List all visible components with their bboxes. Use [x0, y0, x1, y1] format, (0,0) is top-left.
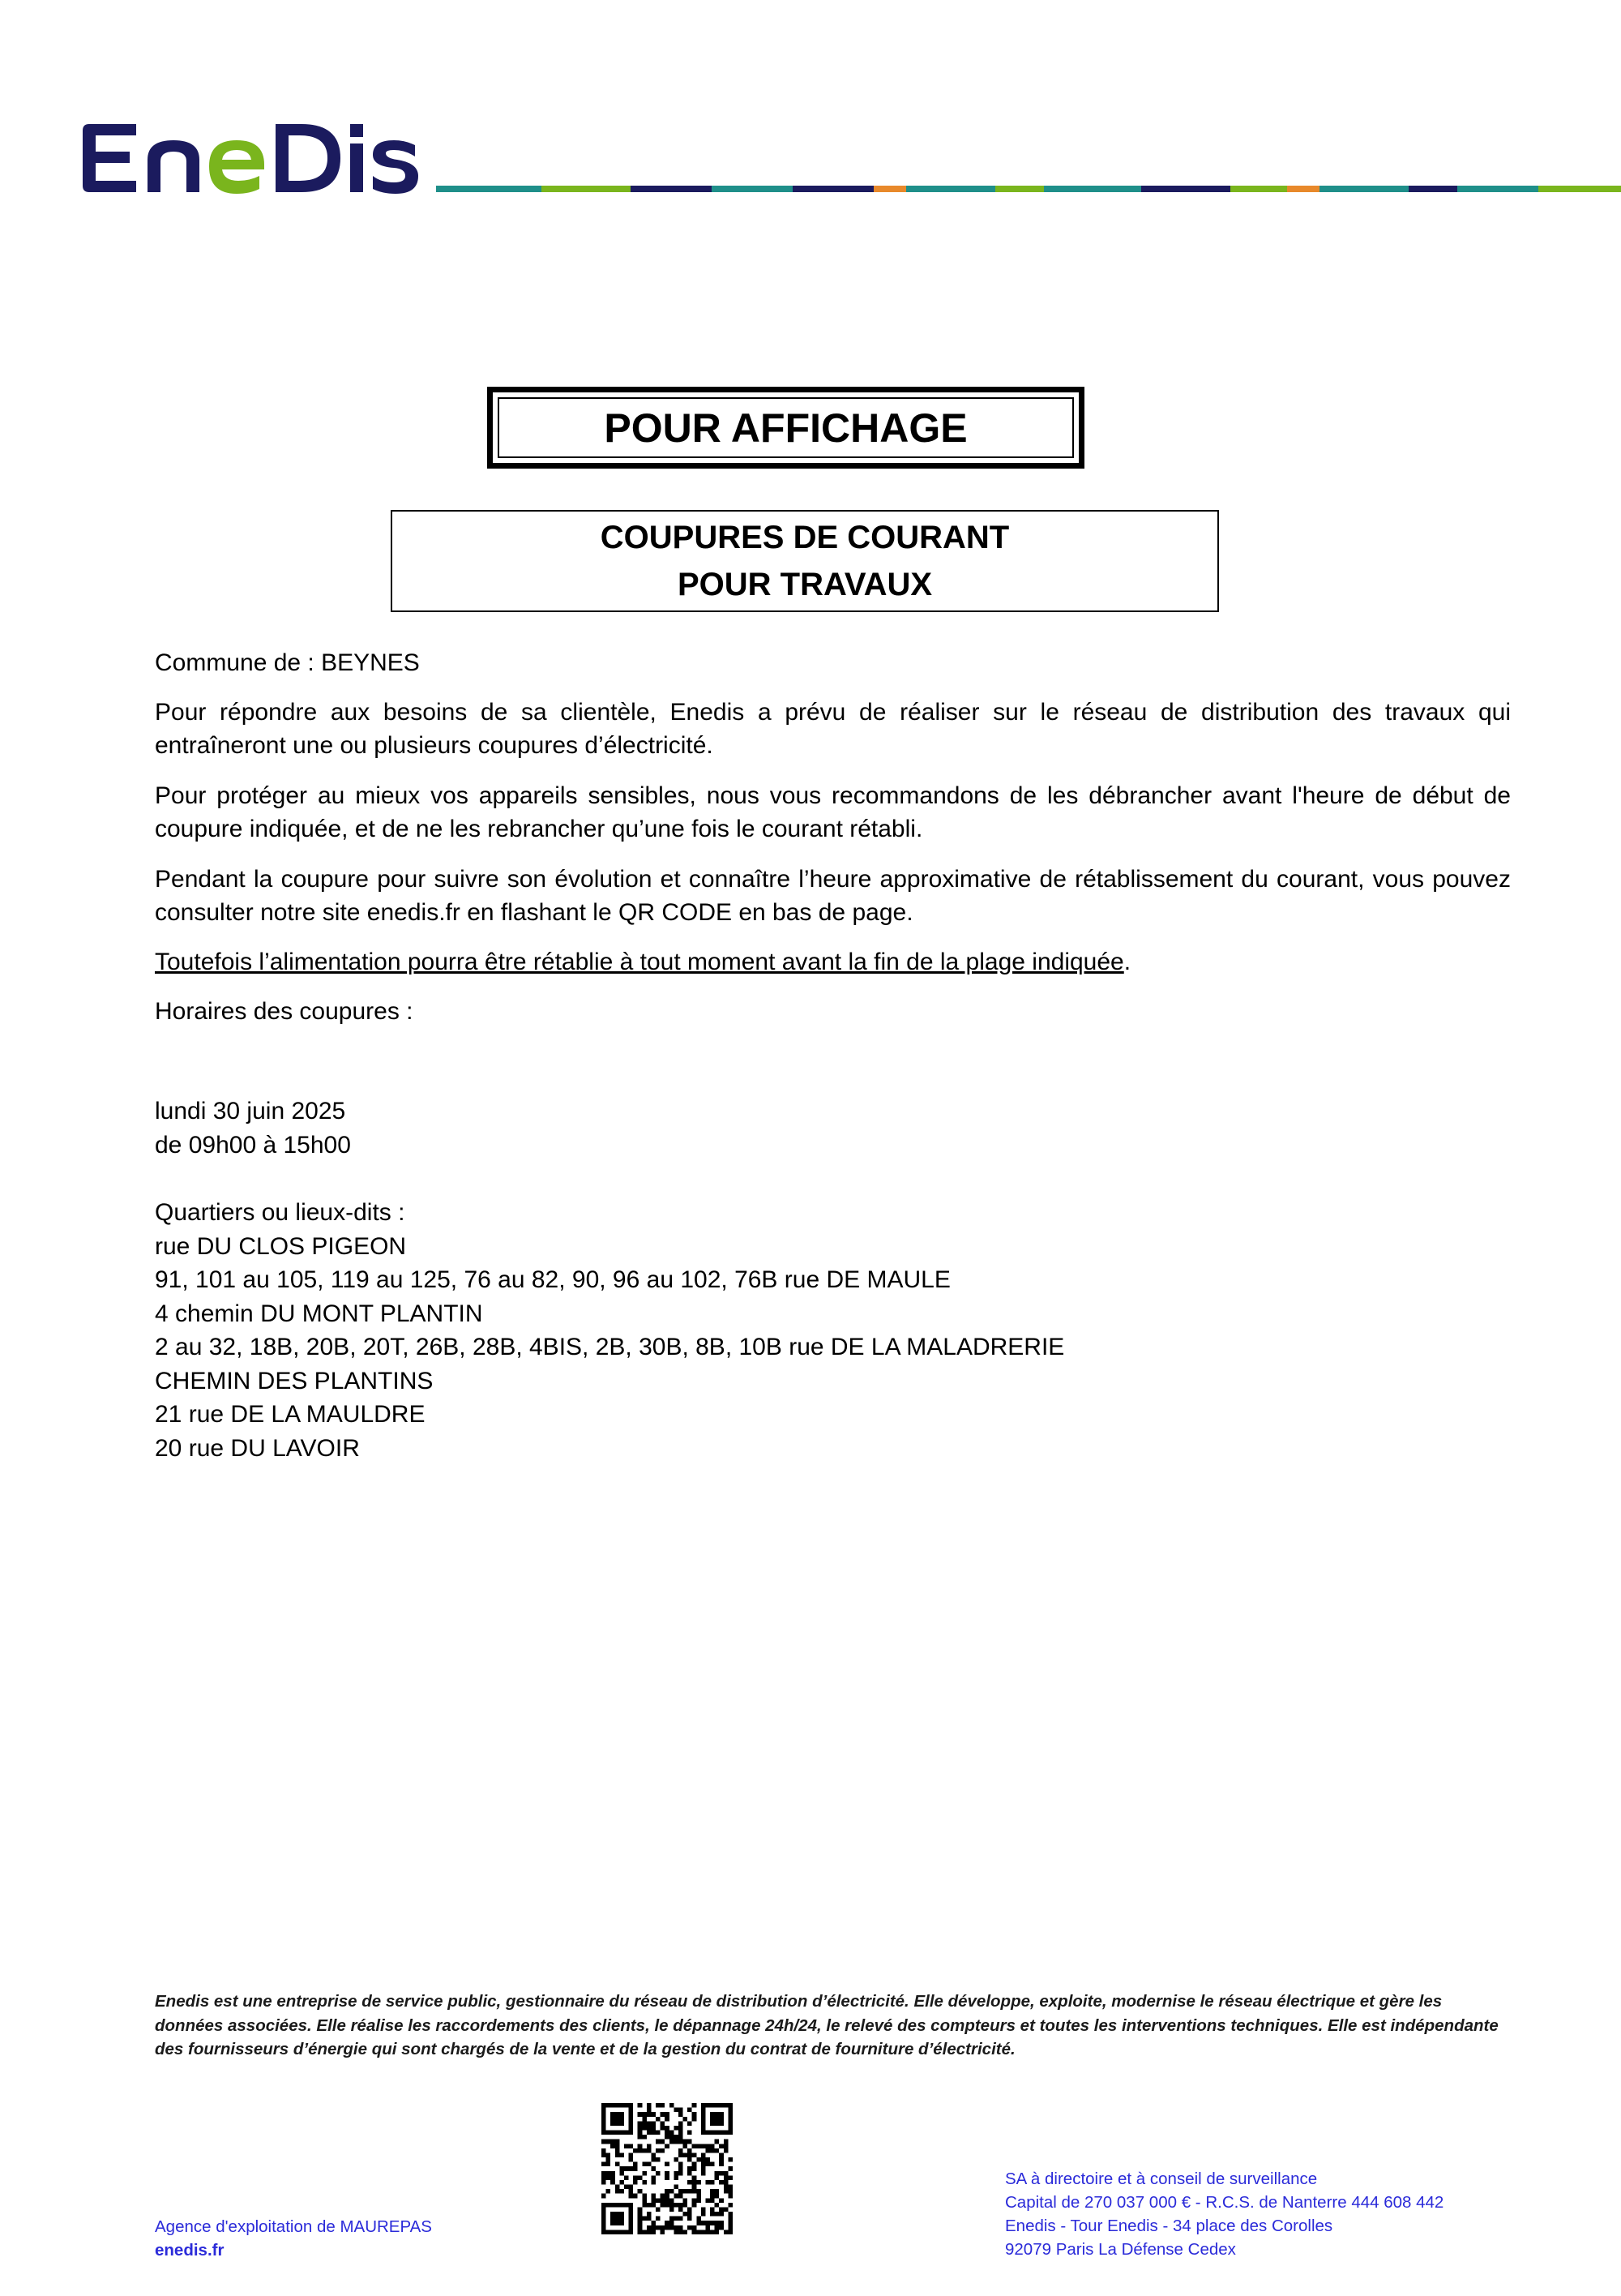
title-line-2: POUR TRAVAUX [677, 567, 933, 602]
pour-affichage-title: POUR AFFICHAGE [498, 397, 1074, 458]
company-line: Enedis - Tour Enedis - 34 place des Corolles [1005, 2217, 1333, 2235]
header-divider [436, 186, 1621, 192]
company-line: 92079 Paris La Défense Cedex [1005, 2240, 1236, 2259]
location-item: rue DU CLOS PIGEON [155, 1232, 407, 1260]
footer-company-block [1005, 2167, 1444, 2261]
qr-code[interactable] [601, 2103, 733, 2234]
notice-underlined: Toutefois l’alimentation pourra être rétablie à tout moment avant la fin de la plage indiquée [155, 949, 1124, 975]
agency-name: Agence d'exploitation de MAUREPAS [155, 2217, 432, 2236]
location-item: CHEMIN DES PLANTINS [155, 1367, 434, 1394]
legal-notice: Enedis est une entreprise de service public, gestionnaire du réseau de distribution d’électricité. Elle développe, exploite, modernise le réseau électrique et gère les données associées. Elle réalise les raccordements des clients, le dépannage 24h/24, le relevé des compteurs et toutes les interventions techniques. Elle est indépendante des fournisseurs d’énergie qui sont chargés de la vente et de la gestion du contrat de fourniture d’électricité. [155, 1992, 1499, 2058]
schedule-hours: de 09h00 à 15h00 [155, 1131, 351, 1159]
notice-line [155, 945, 1511, 979]
coupures-title-box [391, 510, 1219, 612]
footer-agency-block [155, 2215, 432, 2262]
location-item: 21 rue DE LA MAULDRE [155, 1401, 426, 1428]
company-line: SA à directoire et à conseil de surveillance [1005, 2170, 1318, 2188]
tracking-paragraph: Pendant la coupure pour suivre son évolution et connaître l’heure approximative de rétablissement du courant, vous pouvez consulter notre site enedis.fr en flashant le QR CODE en bas de page. [155, 866, 1511, 926]
website-link[interactable]: enedis.fr [155, 2241, 225, 2260]
schedule-block [155, 1094, 351, 1162]
locations-label: Quartiers ou lieux-dits : [155, 1199, 405, 1226]
location-item: 2 au 32, 18B, 20B, 20T, 26B, 28B, 4BIS, 2B, 30B, 8B, 10B rue DE LA MALADRERIE [155, 1334, 1065, 1360]
location-item: 4 chemin DU MONT PLANTIN [155, 1300, 483, 1327]
enedis-logo [79, 118, 420, 199]
commune-line: Commune de : BEYNES [155, 649, 420, 676]
location-item: 91, 101 au 105, 119 au 125, 76 au 82, 90, 96 au 102, 76B rue DE MAULE [155, 1266, 951, 1293]
location-item: 20 rue DU LAVOIR [155, 1434, 360, 1462]
notice-end: . [1123, 949, 1131, 975]
locations-block [155, 1196, 1064, 1465]
protection-paragraph: Pour protéger au mieux vos appareils sensibles, nous vous recommandons de les débrancher avant l'heure de début de coupure indiquée, et de ne les rebrancher qu’une fois le courant rétabli. [155, 782, 1511, 842]
title-line-1: COUPURES DE COURANT [600, 520, 1010, 555]
horaires-label: Horaires des coupures : [155, 998, 413, 1025]
pour-affichage-box [487, 387, 1084, 469]
intro-paragraph: Pour répondre aux besoins de sa clientèle, Enedis a prévu de réaliser sur le réseau de distribution des travaux qui entraîneront une ou plusieurs coupures d’électricité. [155, 699, 1511, 759]
schedule-date: lundi 30 juin 2025 [155, 1098, 346, 1124]
company-line: Capital de 270 037 000 € - R.C.S. de Nanterre 444 608 442 [1005, 2193, 1444, 2212]
